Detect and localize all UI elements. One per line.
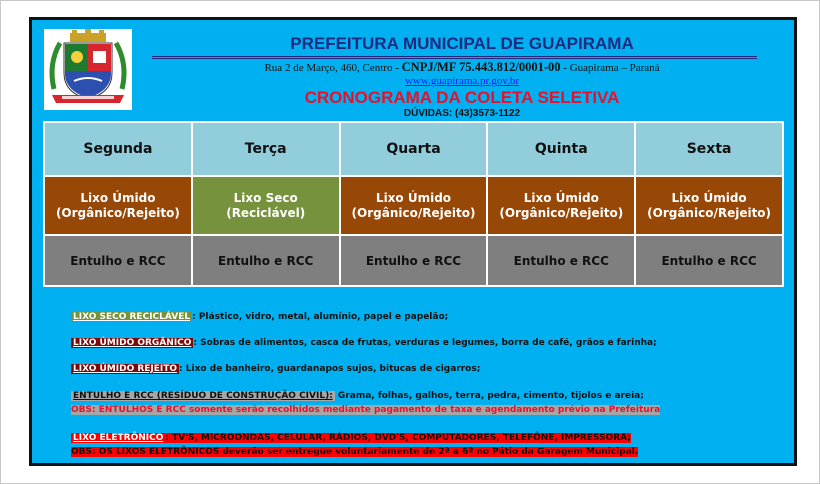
legend-entulho-obs: OBS: ENTULHOS E RCC somente serão recolhidos mediante pagamento de taxa e agendamento prévio na Prefeitura xyxy=(71,405,661,415)
legend-eletronico-note xyxy=(71,447,638,457)
day-tuesday: Terça xyxy=(192,122,340,176)
friday-rubble: Entulho e RCC xyxy=(635,235,783,286)
day-monday: Segunda xyxy=(44,122,192,176)
schedule-title: CRONOGRAMA DA COLETA SELETIVA xyxy=(304,88,620,107)
thursday-waste xyxy=(487,176,635,235)
legend-eletronico-text: : TV'S, MICROONDAS, CELULAR, RÁDIOS, DVD'S, COMPUTADORES, TELEFÔNE, IMPRESSORA; xyxy=(165,433,631,443)
legend-rejeito xyxy=(71,364,480,374)
day-header-row xyxy=(44,122,783,176)
waste-name: Lixo Seco xyxy=(233,190,298,205)
wednesday-rubble: Entulho e RCC xyxy=(340,235,488,286)
friday-waste xyxy=(635,176,783,235)
tuesday-rubble: Entulho e RCC xyxy=(192,235,340,286)
legend-entulho-text: Grama, folhas, galhos, terra, pedra, cimento, tijolos e areia; xyxy=(334,391,644,401)
website-link[interactable]: www.guapirama.pr.gov.br xyxy=(404,75,520,87)
title-rule xyxy=(152,58,757,59)
waste-name: Lixo Úmido xyxy=(671,190,747,205)
legend-organico-label: LIXO ÚMIDO ORGÂNICO xyxy=(73,338,192,348)
legend-rejeito-label: LIXO ÚMIDO REJEITO xyxy=(73,364,178,374)
waste-type-row xyxy=(44,176,783,235)
address-city: - Guapirama – Paraná xyxy=(563,62,660,74)
waste-detail: (Orgânico/Rejeito) xyxy=(55,205,180,220)
legend-entulho xyxy=(71,391,644,401)
municipal-coat-of-arms xyxy=(44,29,132,110)
legend-rejeito-text: : Lixo de banheiro, guardanapos sujos, bitucas de cigarros; xyxy=(179,364,481,374)
legend-seco-label: LIXO SECO RECICLÁVEL xyxy=(73,312,191,322)
legend-seco-text: : Plástico, vidro, metal, alumínio, papel e papelão; xyxy=(192,312,449,322)
legend-eletronico-line xyxy=(71,433,631,443)
day-friday: Sexta xyxy=(635,122,783,176)
window-border-left xyxy=(0,0,1,484)
waste-detail: (Reciclável) xyxy=(226,205,306,220)
collection-schedule-poster xyxy=(29,17,797,466)
tuesday-waste xyxy=(192,176,340,235)
day-wednesday: Quarta xyxy=(340,122,488,176)
address-line xyxy=(152,60,772,75)
waste-detail: (Orgânico/Rejeito) xyxy=(499,205,624,220)
collection-schedule-table xyxy=(43,121,784,287)
title-rule xyxy=(152,56,757,57)
page-title: PREFEITURA MUNICIPAL DE GUAPIRAMA xyxy=(290,34,634,53)
legend-entulho-note xyxy=(71,405,660,415)
waste-detail: (Orgânico/Rejeito) xyxy=(647,205,772,220)
monday-waste xyxy=(44,176,192,235)
legend-organico xyxy=(71,338,657,348)
legend-eletronico xyxy=(71,433,631,443)
waste-name: Lixo Úmido xyxy=(523,190,599,205)
legend-eletronico-label: LIXO ELETRÔNICO xyxy=(73,433,164,443)
contact-phone: DÚVIDAS: (43)3573-1122 xyxy=(403,108,521,119)
waste-name: Lixo Úmido xyxy=(375,190,452,205)
legend-organico-text: : Sobras de alimentos, casca de frutas, verduras e legumes, borra de café, grãos e farinha; xyxy=(193,338,657,348)
waste-name: Lixo Úmido xyxy=(80,190,156,205)
rubble-row xyxy=(44,235,783,286)
monday-rubble: Entulho e RCC xyxy=(44,235,192,286)
wednesday-waste xyxy=(340,176,488,235)
day-thursday: Quinta xyxy=(487,122,635,176)
waste-detail: (Orgânico/Rejeito) xyxy=(351,205,476,220)
window-border-top xyxy=(0,0,820,1)
address-street: Rua 2 de Março, 460, Centro - xyxy=(264,62,399,74)
thursday-rubble: Entulho e RCC xyxy=(487,235,635,286)
cnpj: CNPJ/MF 75.443.812/0001-00 xyxy=(401,60,561,74)
legend-seco xyxy=(71,312,448,322)
legend-entulho-label: ENTULHO E RCC (RESÍDUO DE CONSTRUÇÃO CIVIL): xyxy=(73,391,333,401)
legend-eletronico-obs: OBS: OS LIXOS ELETRÔNICOS deverão ser entregue voluntariamente de 2ª a 6ª no Pátio da Garagem Municipal. xyxy=(71,447,639,457)
